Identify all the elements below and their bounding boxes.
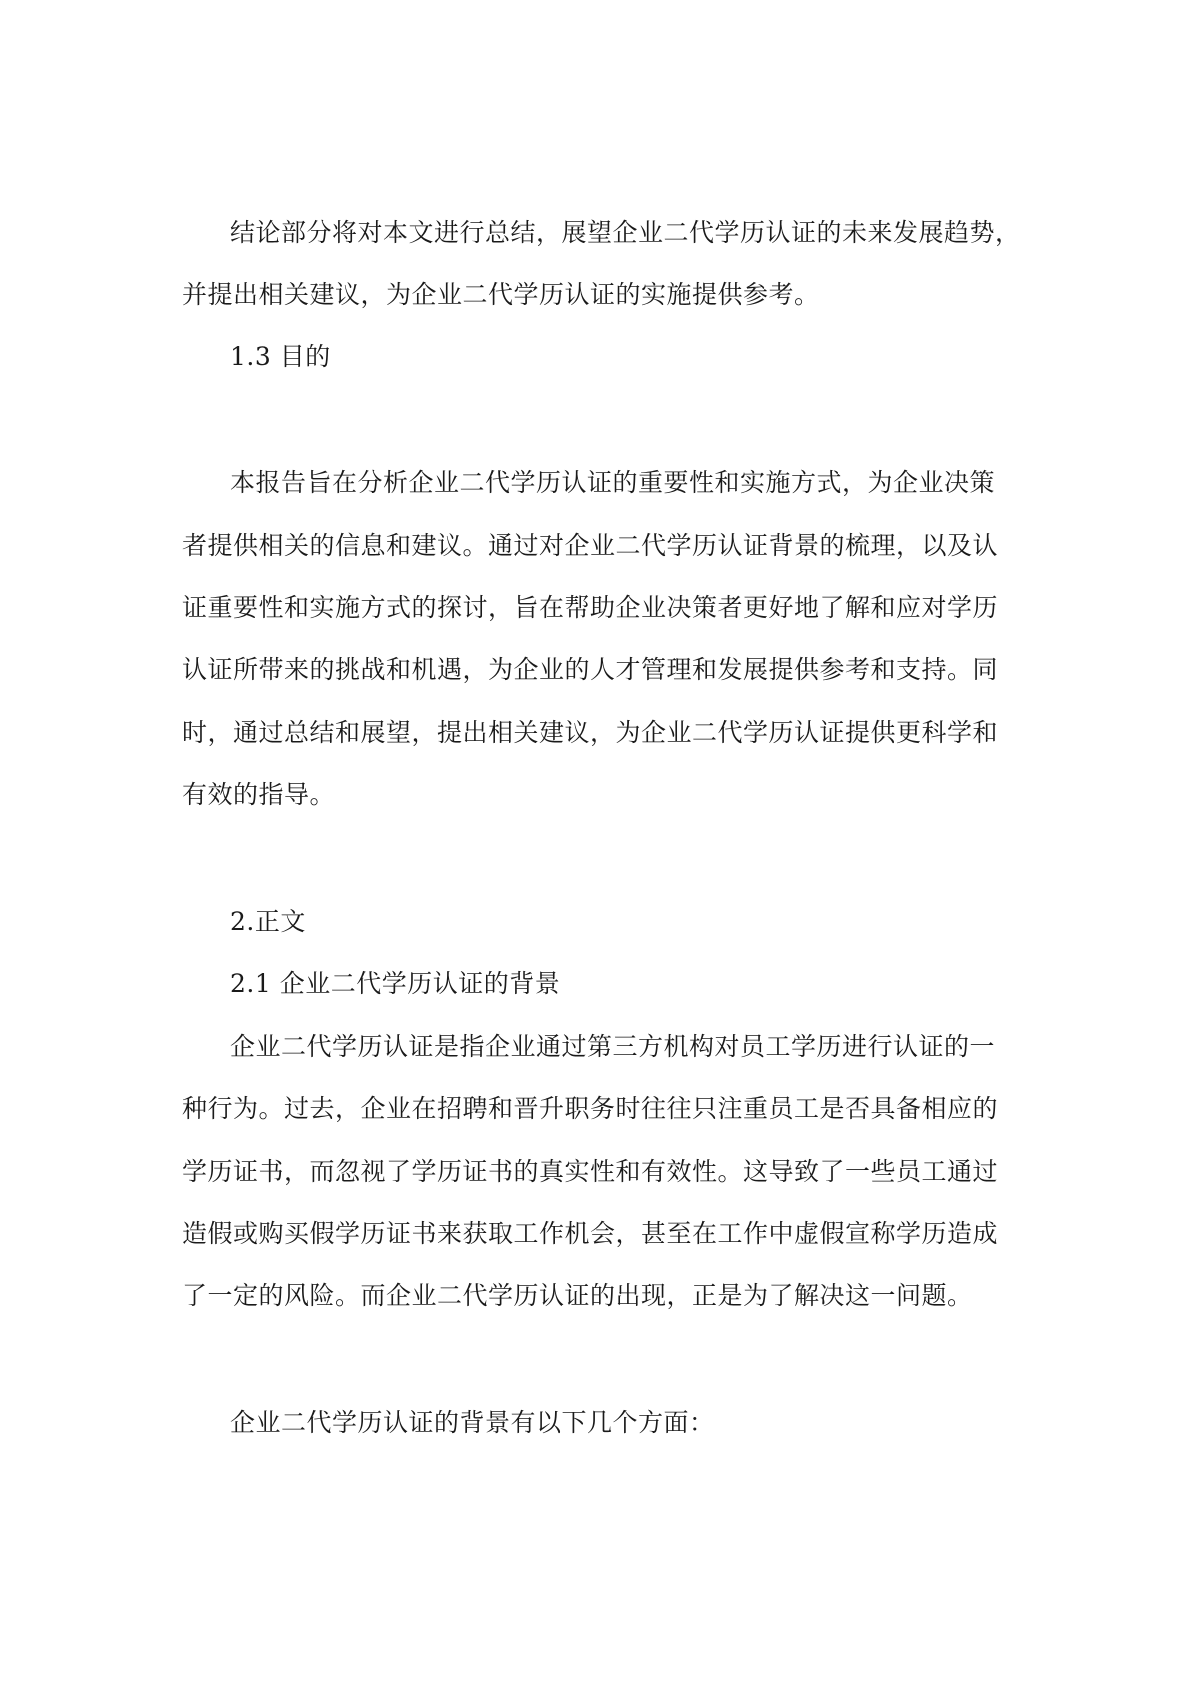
purpose-line-3: 证重要性和实施方式的探讨，旨在帮助企业决策者更好地了解和应对学历 [182, 593, 999, 622]
section-heading-2-1: 2.1 企业二代学历认证的背景 [230, 969, 561, 998]
purpose-line-6: 有效的指导。 [182, 780, 336, 809]
aspects-intro-line: 企业二代学历认证的背景有以下几个方面： [230, 1408, 715, 1437]
conclusion-line-2: 并提出相关建议，为企业二代学历认证的实施提供参考。 [182, 280, 820, 309]
purpose-line-1: 本报告旨在分析企业二代学历认证的重要性和实施方式，为企业决策 [230, 468, 996, 497]
purpose-line-4: 认证所带来的挑战和机遇，为企业的人才管理和发展提供参考和支持。同 [182, 655, 999, 684]
purpose-line-5: 时，通过总结和展望，提出相关建议，为企业二代学历认证提供更科学和 [182, 718, 999, 747]
background-line-4: 造假或购买假学历证书来获取工作机会，甚至在工作中虚假宣称学历造成 [182, 1219, 999, 1248]
purpose-line-2: 者提供相关的信息和建议。通过对企业二代学历认证背景的梳理，以及认 [182, 531, 999, 560]
background-line-1: 企业二代学历认证是指企业通过第三方机构对员工学历进行认证的一 [230, 1032, 996, 1061]
section-heading-2: 2.正文 [230, 907, 306, 936]
conclusion-line-1: 结论部分将对本文进行总结，展望企业二代学历认证的未来发展趋势， [230, 218, 1021, 247]
section-heading-1-3: 1.3 目的 [230, 342, 331, 371]
background-line-5: 了一定的风险。而企业二代学历认证的出现，正是为了解决这一问题。 [182, 1281, 973, 1310]
background-line-3: 学历证书，而忽视了学历证书的真实性和有效性。这导致了一些员工通过 [182, 1157, 999, 1186]
background-line-2: 种行为。过去，企业在招聘和晋升职务时往往只注重员工是否具备相应的 [182, 1094, 999, 1123]
